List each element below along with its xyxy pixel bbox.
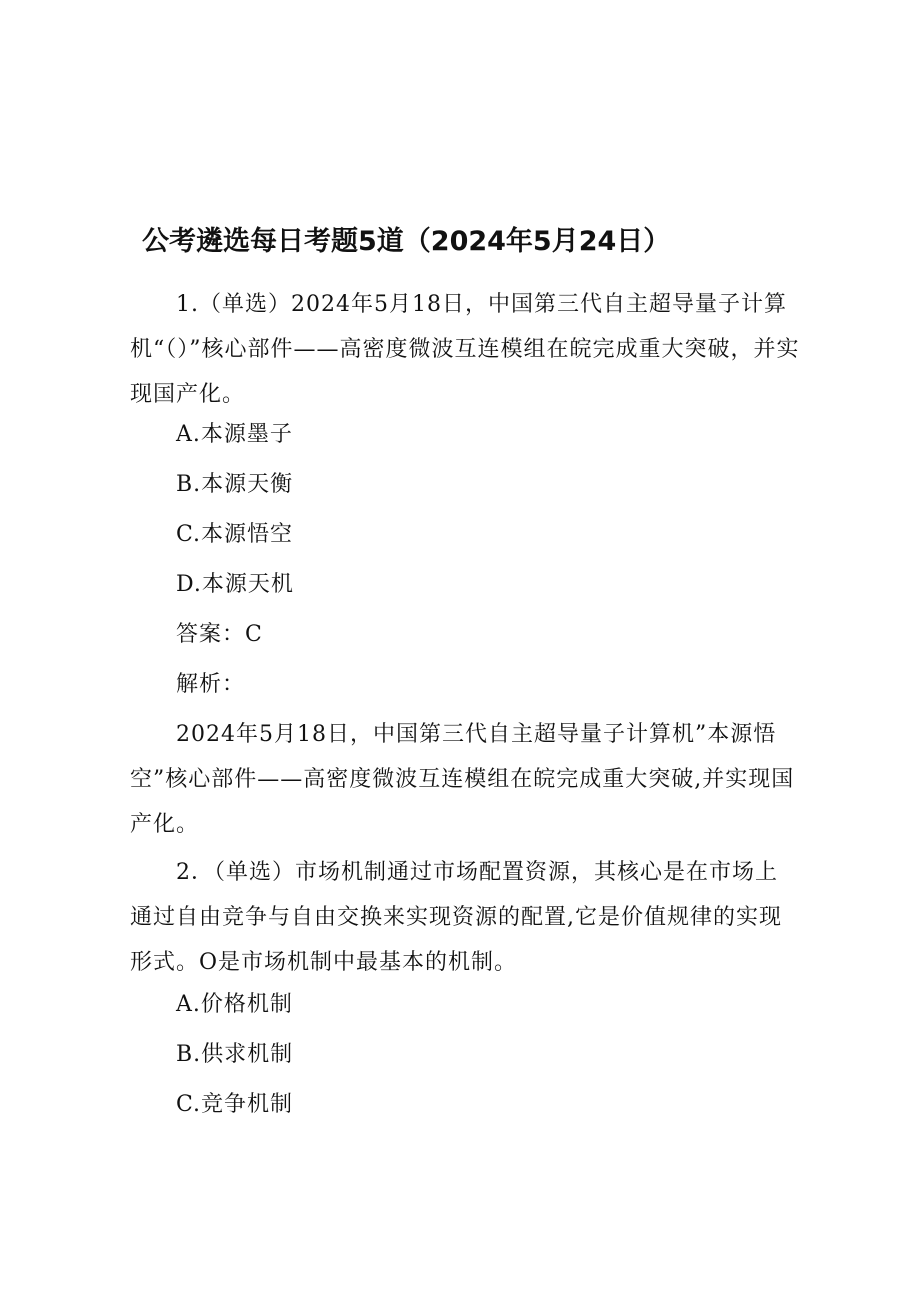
- question-1-stem: 1.（单选）2024年5月18日，中国第三代自主超导量子计算机“（）”核心部件——高密度微波互连模组在皖完成重大突破，并实现国产化。: [130, 292, 800, 407]
- question-1-option-c: C.本源悟空: [176, 522, 294, 547]
- question-2-option-a: A.价格机制: [176, 992, 293, 1017]
- question-1-option-a: A.本源墨子: [176, 422, 293, 447]
- question-1-analysis-label: 解析：: [176, 672, 246, 697]
- question-1-option-b: B.本源天衡: [176, 472, 294, 497]
- question-1-answer: 答案：C: [176, 622, 263, 647]
- question-2-option-c: C.竞争机制: [176, 1092, 294, 1117]
- question-1-analysis: 2024年5月18日，中国第三代自主超导量子计算机”本源悟空”核心部件——高密度微波互连模组在皖完成重大突破,并实现国产化。: [130, 722, 795, 837]
- question-2-option-b: B.供求机制: [176, 1042, 294, 1067]
- question-2-stem: 2．（单选）市场机制通过市场配置资源，其核心是在市场上通过自由竞争与自由交换来实现资源的配置,它是价值规律的实现形式。O是市场机制中最基本的机制。: [130, 860, 782, 975]
- question-1-option-d: D.本源天机: [176, 572, 294, 597]
- page-title: 公考遴选每日考题5道（2024年5月24日）: [142, 226, 671, 257]
